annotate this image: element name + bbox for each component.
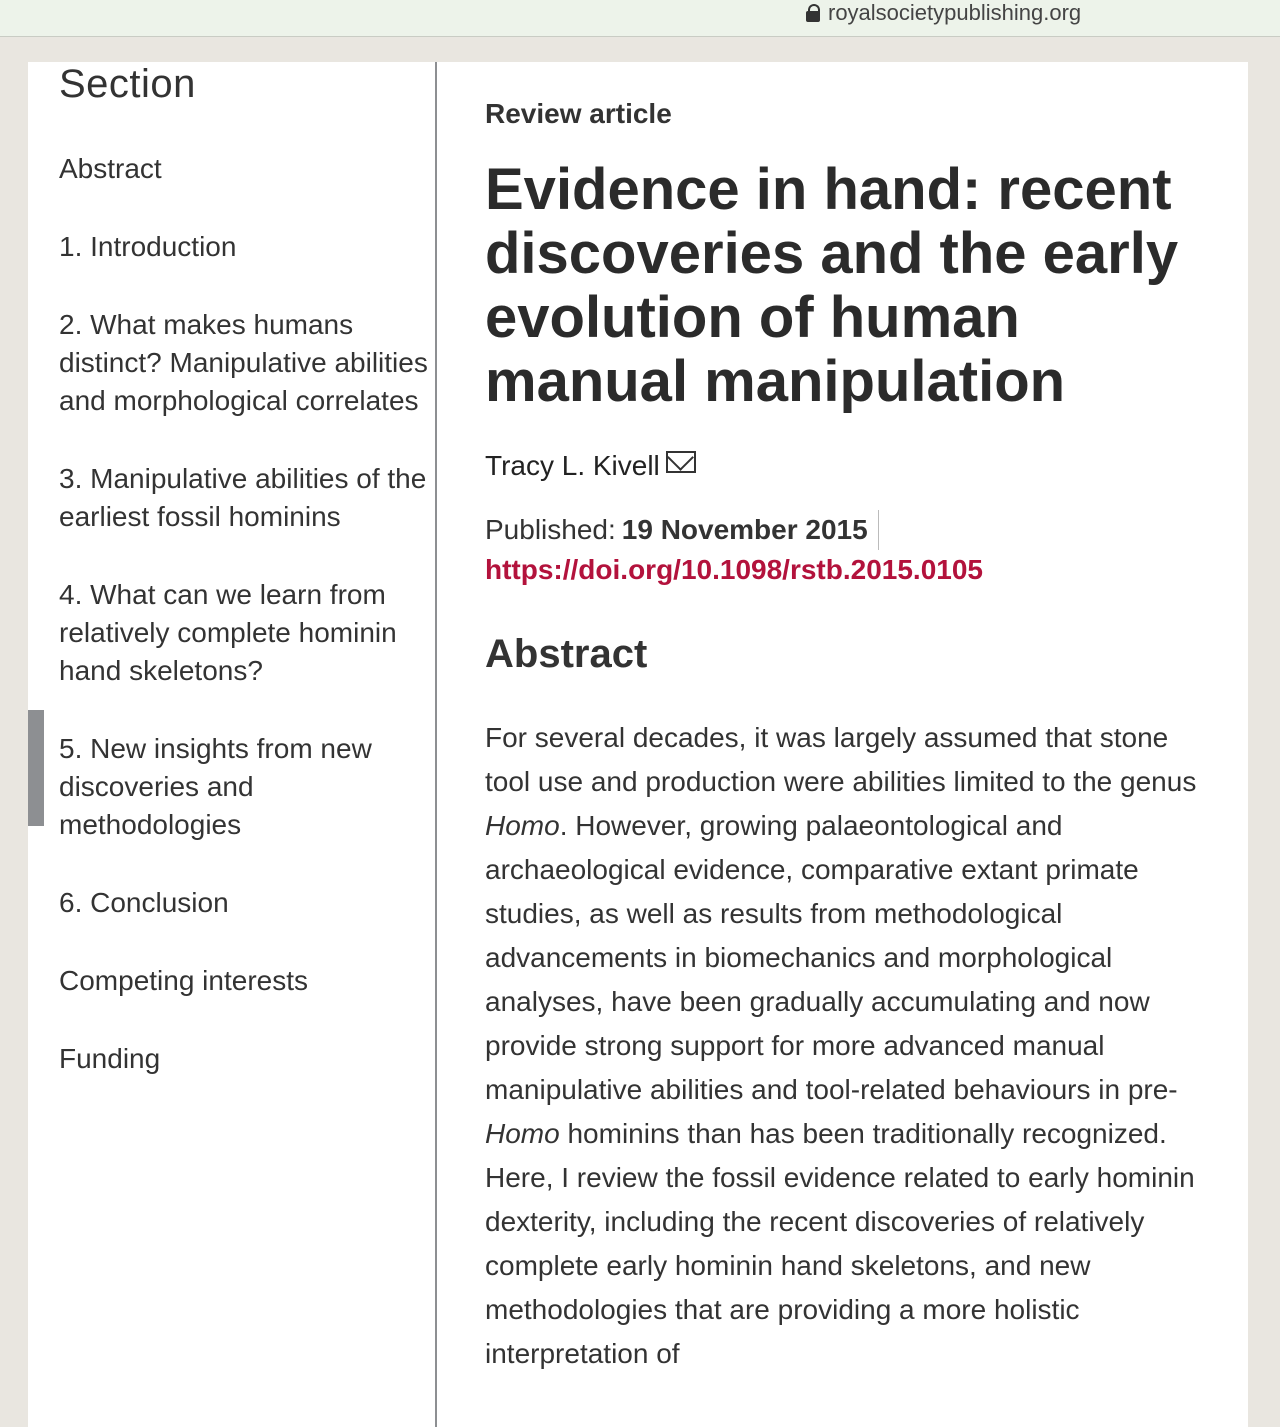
- section-link-conclusion[interactable]: 6. Conclusion: [59, 887, 229, 918]
- section-sidebar: [28, 62, 437, 1427]
- url-display[interactable]: [806, 0, 1081, 26]
- sidebar-title: Section: [59, 62, 196, 106]
- author-name[interactable]: Tracy L. Kivell: [485, 450, 660, 481]
- author-line: [485, 450, 696, 482]
- browser-url-bar[interactable]: [0, 0, 1280, 37]
- article-main: [437, 62, 1248, 1427]
- section-link-abstract[interactable]: Abstract: [59, 153, 162, 184]
- abstract-homo-1: Homo: [485, 810, 560, 841]
- abstract-part-1: For several decades, it was largely assumed that stone tool use and production were abilities limited to the genus: [485, 722, 1197, 797]
- lock-icon: [806, 4, 820, 22]
- abstract-part-3: hominins than has been traditionally recognized. Here, I review the fossil evidence related to early hominin dexterity, including the recent discoveries of relatively complete early hominin hand skeletons, and new methodologies that are providing a more holistic interpretation of: [485, 1118, 1195, 1369]
- section-link-introduction[interactable]: 1. Introduction: [59, 231, 237, 262]
- published-label: Published:: [485, 514, 616, 545]
- section-link-hand-skeletons[interactable]: 4. What can we learn from relatively complete hominin hand skeletons?: [59, 579, 397, 686]
- abstract-heading: Abstract: [485, 632, 648, 676]
- section-link-funding[interactable]: Funding: [59, 1043, 161, 1074]
- url-text: royalsocietypublishing.org: [828, 0, 1082, 25]
- published-line: [485, 510, 879, 550]
- section-link-earliest-fossil-hominins[interactable]: 3. Manipulative abilities of the earliest fossil hominins: [59, 463, 427, 532]
- article-type: Review article: [485, 98, 672, 129]
- abstract-part-2: . However, growing palaeontological and archaeological evidence, comparative extant primate studies, as well as results from methodological advancements in biomechanics and morphological analyses, have been gradually accumulating and now provide strong support for more advanced manual manipulative abilities and tool-related behaviours in pre-: [485, 810, 1178, 1105]
- section-list: [59, 150, 439, 1118]
- section-link-competing-interests[interactable]: Competing interests: [59, 965, 309, 996]
- article-title: Evidence in hand: recent discoveries and the early evolution of human manual manipulation: [485, 157, 1179, 414]
- mail-icon[interactable]: [666, 451, 696, 473]
- section-link-what-makes-humans-distinct[interactable]: 2. What makes humans distinct? Manipulative abilities and morphological correlates: [59, 309, 428, 416]
- abstract-text: [485, 716, 1215, 1376]
- doi-link[interactable]: https://doi.org/10.1098/rstb.2015.0105: [485, 554, 983, 585]
- section-link-new-insights[interactable]: 5. New insights from new discoveries and methodologies: [59, 730, 439, 844]
- published-date: 19 November 2015: [622, 510, 879, 550]
- abstract-homo-2: Homo: [485, 1118, 560, 1149]
